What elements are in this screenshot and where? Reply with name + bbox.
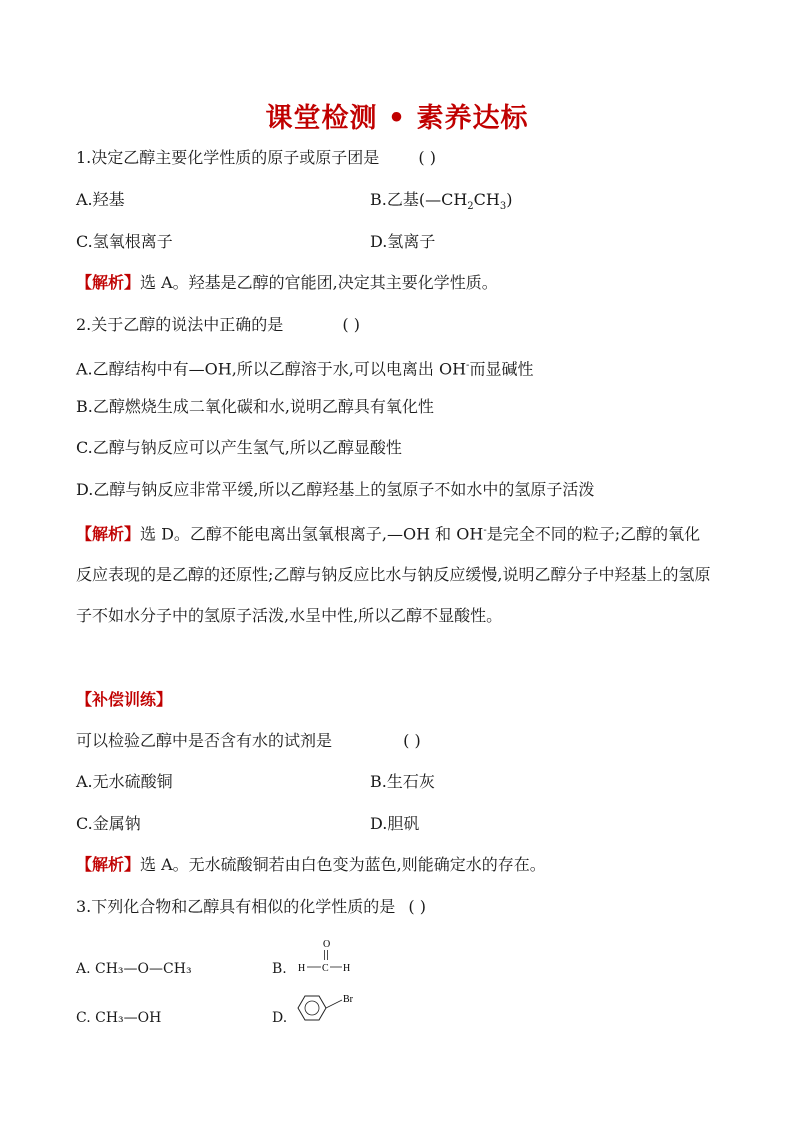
supp-option-d: D.胆矾 [370, 814, 420, 833]
q1-analysis: 【解析】选 A。羟基是乙醇的官能团,决定其主要化学性质。 [76, 273, 498, 292]
bromobenzene-structure [290, 988, 370, 1032]
q1-option-b: B.乙基$(—CH_2CH_3)$ [370, 190, 513, 213]
q2-answer-paren: ( ) [342, 315, 360, 334]
q1-answer-paren: ( ) [418, 148, 436, 167]
q3-stem: 3.下列化合物和乙醇具有相似的化学性质的是 [76, 897, 396, 916]
page-title: 课堂检测 • 素养达标 [265, 103, 529, 134]
b-hydrogen-right: H [343, 963, 351, 974]
q3-option-b-label: B. [272, 961, 287, 977]
supp-option-b: B.生石灰 [370, 772, 435, 791]
q3-answer-paren: ( ) [408, 897, 426, 916]
q3-stem-line [76, 897, 426, 917]
q2-analysis: 【解析】选 D。乙醇不能电离出氢氧根离子,—OH 和 OH-是完全不同的粒子;乙醇的氧化反应表现的是乙醇的还原性;乙醇与钠反应比水与钠反应缓慢,说明乙醇分子中羟基上的氢原子不如水分子中的氢原子活泼,水呈中性,所以乙醇不显酸性。 [76, 524, 711, 626]
b-hydrogen-left: H [298, 963, 306, 974]
q2-stem-line [76, 315, 360, 335]
q3-option-a: A. CH₃—O—CH₃ [76, 961, 192, 977]
d-bond-to-br [326, 1000, 342, 1008]
b-oxygen: O [323, 939, 331, 950]
q1-option-d: D.氢离子 [370, 232, 436, 251]
q2-stem: 2.关于乙醇的说法中正确的是 [76, 315, 284, 334]
b-carbon: C [322, 963, 329, 974]
d-bromine: Br [343, 994, 353, 1005]
q2-option-a: A.乙醇结构中有—OH,所以乙醇溶于水,可以电离出 OH-而显碱性 [76, 359, 534, 379]
supp-option-c: C.金属钠 [76, 814, 141, 833]
supp-answer-paren: ( ) [403, 731, 421, 750]
q3-option-c: C. CH₃—OH [76, 1010, 162, 1026]
q2-option-d: D.乙醇与钠反应非常平缓,所以乙醇羟基上的氢原子不如水中的氢原子活泼 [76, 480, 595, 499]
benzene-inner-circle [305, 1001, 319, 1015]
supp-stem-line [76, 731, 421, 751]
q3-option-d-label: D. [272, 1010, 288, 1026]
supp-option-a: A.无水硫酸铜 [76, 772, 173, 791]
supp-analysis-tag: 【解析】 [76, 855, 141, 874]
benzene-ring [298, 996, 326, 1020]
supp-stem: 可以检验乙醇中是否含有水的试剂是 [76, 731, 333, 750]
q1-analysis-tag: 【解析】 [76, 273, 141, 292]
q1-stem: 1.决定乙醇主要化学性质的原子或原子团是 [76, 148, 380, 167]
supp-analysis: 【解析】选 A。无水硫酸铜若由白色变为蓝色,则能确定水的存在。 [76, 855, 546, 874]
q2-option-b: B.乙醇燃烧生成二氧化碳和水,说明乙醇具有氧化性 [76, 397, 434, 416]
q2-option-c: C.乙醇与钠反应可以产生氢气,所以乙醇显酸性 [76, 438, 402, 457]
q1-option-c: C.氢氧根离子 [76, 232, 173, 251]
q1-stem-line [76, 148, 436, 168]
supp-heading: 【补偿训练】 [76, 690, 173, 709]
q1-option-a: A.羟基 [76, 190, 125, 209]
q2-analysis-tag: 【解析】 [76, 524, 141, 544]
formaldehyde-structure [296, 936, 356, 980]
